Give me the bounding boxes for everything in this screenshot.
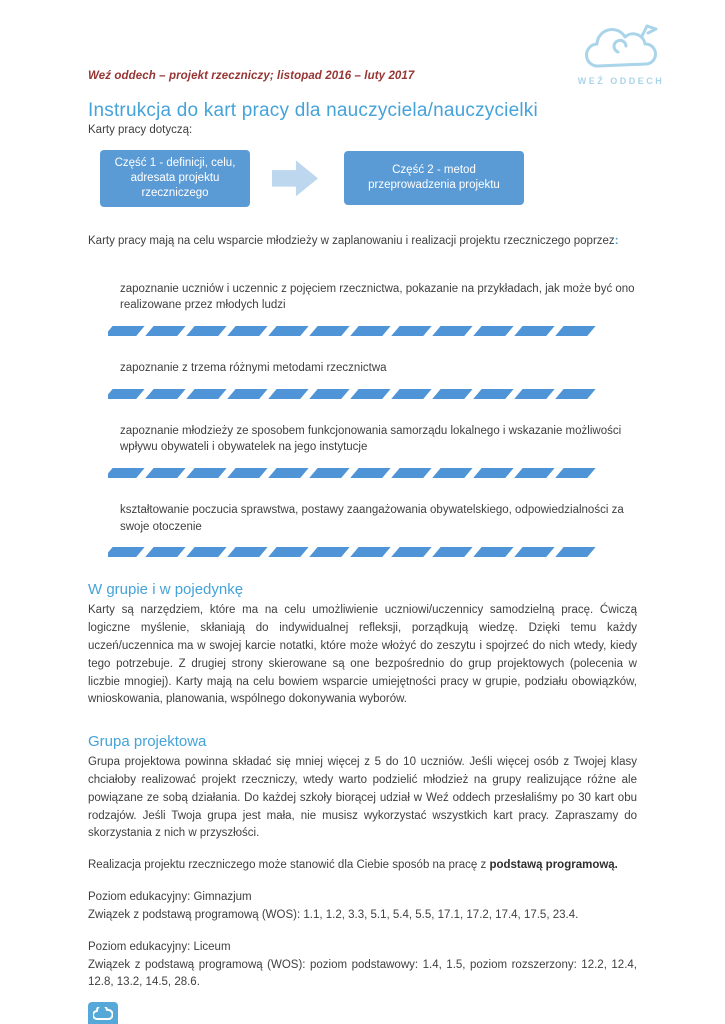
podstawa-paragraph xyxy=(88,857,637,875)
divider-stripe xyxy=(108,324,637,336)
section-paragraph: Karty są narzędziem, które ma na celu umożliwienie uczniowi/uczennicy samodzielną pracę. Ćwiczą logiczne myślenie, skłaniają do indywidualnej refleksji, porządkują wiedzę. Dzięki temu każdy uczeń/uczennica ma w swojej karcie notatki, które może włożyć do zeszytu i spojrzeć do nich wtedy, kiedy tego potrzebuje. Z drugiej strony skierowane są one bezpośrednio do grup projektowych (polecenia w liczbie mnogiej). Karty mają na celu bowiem wsparcie umiejętności pracy w grupie, podziału obowiązków, wnioskowania, planowania, wspólnego dokonywania wyborów. xyxy=(88,604,637,706)
intro-colon: : xyxy=(614,234,619,247)
logo-text: WEŹ ODDECH xyxy=(577,76,665,86)
goal-text: zapoznanie z trzema różnymi metodami rzecznictwa xyxy=(120,361,387,374)
goal-text: kształtowanie poczucia sprawstwa, postawy zaangażowania obywatelskiego, odpowiedzialności za swoje otoczenie xyxy=(120,503,624,533)
podstawa-bold: podstawą programową. xyxy=(489,859,618,872)
footer-social-icon xyxy=(88,1002,118,1024)
level-line: Poziom edukacyjny: Liceum xyxy=(88,940,231,953)
intro-text: Karty pracy mają na celu wsparcie młodzieży w zaplanowaniu i realizacji projektu rzeczniczego poprzez xyxy=(88,234,615,247)
goals-list xyxy=(88,281,637,558)
section-heading-grupa-projektowa: Grupa projektowa xyxy=(88,733,207,751)
level-liceum xyxy=(88,939,637,992)
list-item xyxy=(88,423,637,478)
goal-text: zapoznanie uczniów i uczennic z pojęciem rzecznictwa, pokazanie na przykładach, jak może być ono realizowane przez młodych ludzi xyxy=(120,282,635,312)
level-line: Poziom edukacyjny: Gimnazjum xyxy=(88,891,252,904)
podstawa-lead: Realizacja projektu rzeczniczego może stanowić dla Ciebie sposób na pracę z xyxy=(88,859,490,872)
section-paragraph: Grupa projektowa powinna składać się mniej więcej z 5 do 10 uczniów. Jeśli więcej osób z Twojej klasy chciałoby realizować projekt rzeczniczy, wtedy warto podzielić młodzież na grupy realizujące różne ale powiązane ze sobą działania. Do każdej szkoły biorącej udział w Weź oddech przesłaliśmy po 30 kart obu rodzajów. Jeśli Twoja grupa jest mała, nie musisz wykorzystać wszystkich kart pracy. Zapraszamy do skorzystania z nich w przyszłości. xyxy=(88,756,637,840)
list-item xyxy=(88,502,637,557)
section-heading-w-grupie: W grupie i w pojedynkę xyxy=(88,581,244,599)
list-item xyxy=(88,281,637,336)
cloud-logo-icon xyxy=(578,22,664,74)
wez-oddech-logo xyxy=(573,22,669,86)
footer-cloud-glyph xyxy=(93,1007,113,1021)
level-line: Związek z podstawą programową (WOS): poziom podstawowy: 1.4, 1.5, poziom rozszerzony: 12.2, 12.4, 12.8, 13.2, 14.5, 28.6. xyxy=(88,958,637,989)
flow-box-part1: Część 1 - definicji, celu, adresata projektu rzeczniczego xyxy=(100,150,250,207)
flow-box-part2: Część 2 - metod przeprowadzenia projektu xyxy=(344,151,524,205)
document-header-line: Weź oddech – projekt rzeczniczy; listopad 2016 – luty 2017 xyxy=(88,70,415,82)
intro-paragraph xyxy=(88,233,637,251)
page-title: Instrukcja do kart pracy dla nauczyciela/nauczycielki xyxy=(88,100,538,121)
flow-diagram xyxy=(100,150,637,207)
divider-stripe xyxy=(108,387,637,399)
level-line: Związek z podstawą programową (WOS): 1.1, 1.2, 3.3, 5.1, 5.4, 5.5, 17.1, 17.2, 17.4, 17.5, 23.4. xyxy=(88,908,579,921)
divider-stripe xyxy=(108,466,637,478)
arrow-right-icon xyxy=(272,160,318,196)
goal-text: zapoznanie młodzieży ze sposobem funkcjonowania samorządu lokalnego i wskazanie możliwości wpływu obywateli i obywatelek na jego instytucje xyxy=(120,424,622,454)
divider-stripe xyxy=(108,545,637,557)
subtitle: Karty pracy dotyczą: xyxy=(88,124,193,136)
level-gimnazjum xyxy=(88,889,637,925)
list-item xyxy=(88,360,637,399)
